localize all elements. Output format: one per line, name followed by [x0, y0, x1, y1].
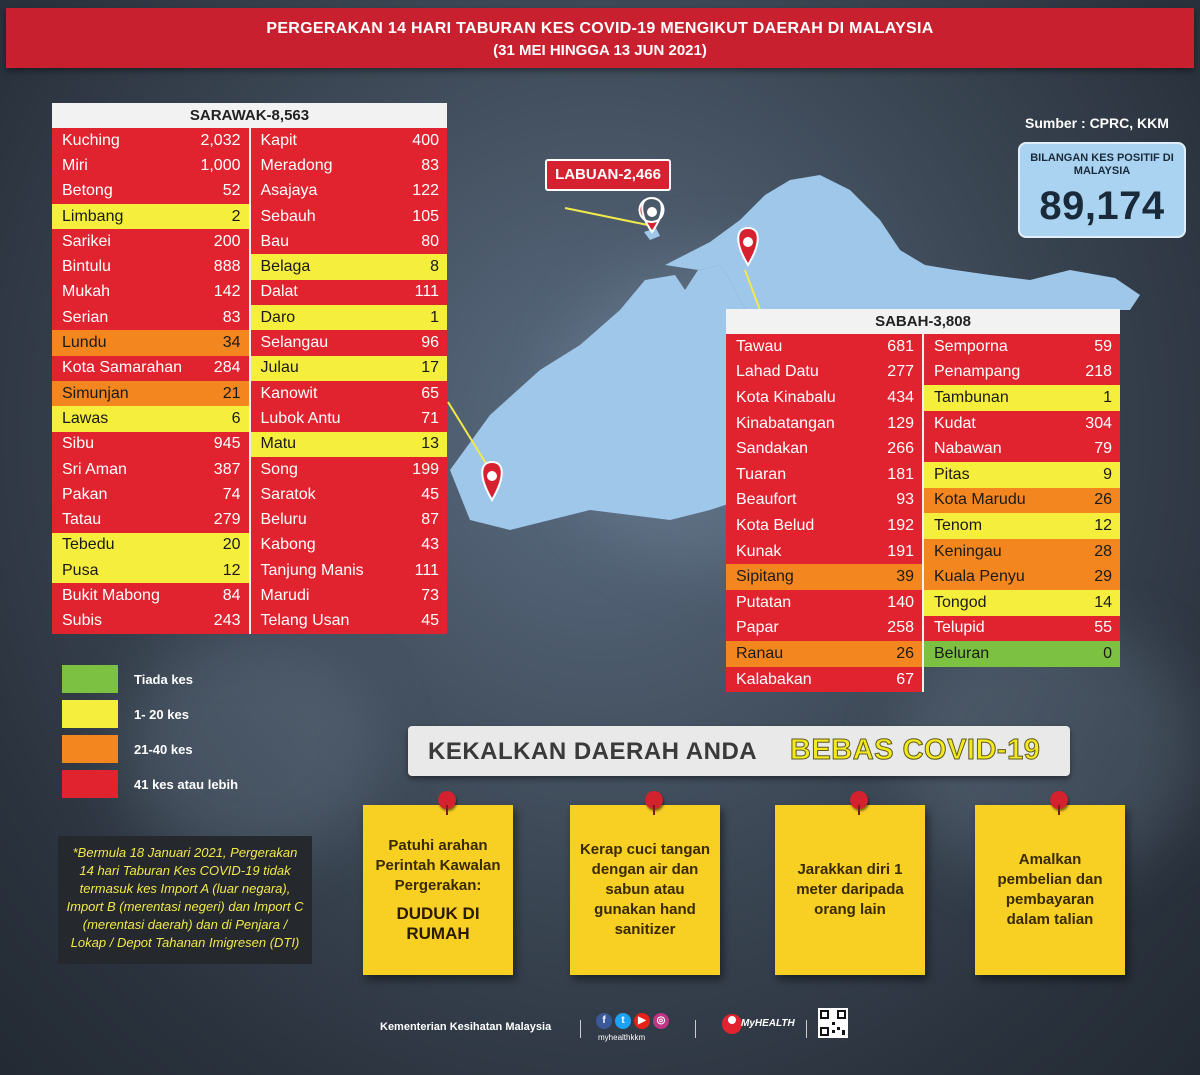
- district-name: Sipitang: [736, 568, 794, 586]
- district-row: [924, 513, 1120, 539]
- district-row: [52, 609, 249, 634]
- district-name: Asajaya: [260, 182, 318, 200]
- divider: [806, 1020, 807, 1038]
- divider: [695, 1020, 696, 1038]
- district-cases: 83: [421, 156, 439, 174]
- district-row: [251, 128, 448, 153]
- district-name: Meradong: [260, 156, 333, 174]
- district-row: [251, 204, 448, 229]
- district-cases: 304: [1085, 414, 1112, 432]
- district-name: Nabawan: [934, 440, 1002, 458]
- district-row: [52, 153, 249, 178]
- pushpin-icon: [850, 791, 868, 809]
- total-cases-label: BILANGAN KES POSITIF DI MALAYSIA: [1030, 152, 1174, 177]
- district-row: [726, 539, 922, 565]
- pushpin-icon: [645, 791, 663, 809]
- district-cases: 29: [1094, 568, 1112, 586]
- district-row: [251, 179, 448, 204]
- legend-label: 41 kes atau lebih: [134, 777, 239, 792]
- district-row: [924, 616, 1120, 642]
- slogan-part2: BEBAS COVID-19: [790, 734, 1041, 766]
- district-row: [52, 330, 249, 355]
- district-cases: 12: [1094, 516, 1112, 534]
- district-row: [726, 488, 922, 514]
- divider: [580, 1020, 581, 1038]
- district-row: [251, 609, 448, 634]
- district-name: Putatan: [736, 593, 792, 611]
- sarawak-title: SARAWAK-8,563: [52, 103, 447, 128]
- district-row: [726, 334, 922, 360]
- district-row: [924, 436, 1120, 462]
- total-cases-box: [1018, 142, 1186, 238]
- district-row: [251, 356, 448, 381]
- district-cases: 284: [213, 359, 241, 377]
- district-cases: 43: [421, 536, 439, 554]
- district-cases: 14: [1094, 593, 1112, 611]
- district-row: [52, 229, 249, 254]
- district-row: [52, 558, 249, 583]
- district-row: [924, 641, 1120, 667]
- district-row: [924, 462, 1120, 488]
- sarawak-panel: [52, 103, 447, 634]
- advice-card-online-payment: [975, 805, 1125, 975]
- district-row: [251, 432, 448, 457]
- district-name: Tenom: [934, 516, 983, 534]
- district-row: [251, 558, 448, 583]
- labuan-pin-icon: [640, 198, 664, 232]
- district-name: Subis: [62, 612, 103, 630]
- district-row: [251, 254, 448, 279]
- district-name: Lahad Datu: [736, 363, 819, 381]
- district-cases: 277: [887, 363, 914, 381]
- district-row: [52, 381, 249, 406]
- district-row: [924, 564, 1120, 590]
- district-row: [924, 539, 1120, 565]
- district-name: Kuala Penyu: [934, 568, 1025, 586]
- district-name: Lawas: [62, 409, 109, 427]
- district-row: [52, 406, 249, 431]
- legend-item: [62, 665, 322, 695]
- district-cases: 73: [421, 586, 439, 604]
- district-name: Belaga: [260, 258, 311, 276]
- district-name: Tambunan: [934, 388, 1009, 406]
- district-cases: 199: [412, 460, 439, 478]
- district-cases: 45: [421, 485, 439, 503]
- district-cases: 122: [412, 182, 439, 200]
- district-row: [726, 513, 922, 539]
- instagram-icon[interactable]: ◎: [653, 1013, 669, 1029]
- district-cases: 59: [1094, 337, 1112, 355]
- social-icons: [596, 1013, 669, 1029]
- district-name: Kota Belud: [736, 516, 815, 534]
- district-name: Kalabakan: [736, 670, 812, 688]
- district-cases: 20: [222, 536, 241, 554]
- district-name: Marudi: [260, 586, 310, 604]
- card-text: Amalkan pembelian dan pembayaran dalam talian: [997, 851, 1103, 928]
- district-cases: 111: [414, 283, 439, 301]
- legend-swatch-red: [62, 770, 118, 798]
- legend-item: [62, 700, 322, 730]
- district-name: Sibu: [62, 435, 95, 453]
- myhealth-logo-text: MyHEALTH: [741, 1018, 795, 1029]
- district-cases: 65: [421, 384, 439, 402]
- district-name: Mukah: [62, 283, 111, 301]
- district-row: [726, 590, 922, 616]
- district-name: Bukit Mabong: [62, 586, 160, 604]
- district-name: Tongod: [934, 593, 987, 611]
- district-name: Kota Marudu: [934, 491, 1026, 509]
- district-name: Beaufort: [736, 491, 797, 509]
- district-row: [52, 254, 249, 279]
- legend-label: Tiada kes: [134, 672, 194, 687]
- district-cases: 888: [213, 258, 241, 276]
- district-row: [251, 507, 448, 532]
- sarawak-left-column: [52, 128, 251, 634]
- total-cases-value: 89,174: [1039, 184, 1165, 228]
- card-text: Patuhi arahan Perintah Kawalan Pergerakan:: [375, 837, 501, 894]
- card-text: Jarakkan diri 1 meter daripada orang lain: [796, 861, 904, 918]
- district-row: [52, 305, 249, 330]
- district-row: [924, 334, 1120, 360]
- district-name: Tawau: [736, 337, 783, 355]
- district-row: [251, 153, 448, 178]
- sarawak-right-column: [251, 128, 448, 634]
- district-row: [726, 616, 922, 642]
- legend-label: 1- 20 kes: [134, 707, 189, 722]
- district-cases: 945: [213, 435, 241, 453]
- district-row: [251, 406, 448, 431]
- district-row: [924, 488, 1120, 514]
- district-row: [52, 356, 249, 381]
- district-cases: 45: [421, 612, 439, 630]
- district-row: [52, 280, 249, 305]
- district-cases: 218: [1085, 363, 1112, 381]
- ministry-name: Kementerian Kesihatan Malaysia: [380, 1021, 552, 1033]
- district-row: [251, 229, 448, 254]
- district-name: Dalat: [260, 283, 298, 301]
- district-name: Song: [260, 460, 298, 478]
- district-name: Keningau: [934, 542, 1002, 560]
- district-row: [726, 667, 922, 693]
- district-cases: 52: [222, 182, 241, 200]
- sabah-panel: [726, 309, 1120, 692]
- district-row: [726, 436, 922, 462]
- district-cases: 96: [421, 334, 439, 352]
- district-row: [52, 204, 249, 229]
- page-title: PERGERAKAN 14 HARI TABURAN KES COVID-19 MENGIKUT DAERAH DI MALAYSIA: [266, 20, 934, 37]
- sabah-title: SABAH-3,808: [726, 309, 1120, 334]
- district-name: Selangau: [260, 334, 329, 352]
- legend-item: [62, 770, 322, 800]
- district-row: [726, 564, 922, 590]
- district-cases: 142: [213, 283, 241, 301]
- district-row: [924, 411, 1120, 437]
- district-cases: 26: [1094, 491, 1112, 509]
- district-name: Kota Kinabalu: [736, 388, 836, 406]
- district-name: Betong: [62, 182, 113, 200]
- district-name: Tanjung Manis: [260, 561, 364, 579]
- district-name: Serian: [62, 308, 109, 326]
- district-row: [52, 457, 249, 482]
- legend-swatch-yellow: [62, 700, 118, 728]
- district-row: [726, 411, 922, 437]
- page-subtitle: (31 MEI HINGGA 13 JUN 2021): [493, 42, 707, 59]
- district-name: Bintulu: [62, 258, 111, 276]
- qr-code-icon: [818, 1008, 848, 1038]
- district-name: Sarikei: [62, 232, 111, 250]
- district-cases: 400: [412, 131, 439, 149]
- district-name: Sandakan: [736, 440, 809, 458]
- district-cases: 17: [421, 359, 439, 377]
- district-cases: 13: [421, 435, 439, 453]
- pushpin-icon: [1050, 791, 1068, 809]
- header-banner: [6, 8, 1194, 68]
- district-cases: 87: [421, 511, 439, 529]
- district-name: Pakan: [62, 485, 108, 503]
- district-name: Telupid: [934, 619, 985, 637]
- district-cases: 83: [222, 308, 241, 326]
- district-row: [924, 590, 1120, 616]
- district-cases: 21: [222, 384, 241, 402]
- district-cases: 80: [421, 232, 439, 250]
- district-cases: 266: [887, 440, 914, 458]
- district-cases: 192: [887, 516, 914, 534]
- district-name: Kinabatangan: [736, 414, 835, 432]
- district-row: [924, 360, 1120, 386]
- district-row: [52, 179, 249, 204]
- district-name: Bau: [260, 232, 289, 250]
- district-cases: 129: [887, 414, 914, 432]
- district-row: [726, 641, 922, 667]
- district-cases: 387: [213, 460, 241, 478]
- footnote: *Bermula 18 Januari 2021, Pergerakan 14 hari Taburan Kes COVID-19 tidak termasuk kes Import A (luar negara), Import B (merentasi negeri) dan Import C (merentasi daerah) dan di Penjara / Lokap / Depot Tahanan Imigresen (DTI): [58, 836, 312, 964]
- district-name: Lundu: [62, 334, 107, 352]
- district-name: Semporna: [934, 337, 1008, 355]
- district-row: [52, 482, 249, 507]
- district-cases: 93: [896, 491, 914, 509]
- district-name: Telang Usan: [260, 612, 350, 630]
- district-name: Miri: [62, 156, 88, 174]
- district-name: Kudat: [934, 414, 976, 432]
- district-row: [251, 381, 448, 406]
- district-name: Kota Samarahan: [62, 359, 183, 377]
- district-cases: 243: [213, 612, 241, 630]
- district-cases: 12: [222, 561, 241, 579]
- district-row: [924, 385, 1120, 411]
- district-row: [251, 305, 448, 330]
- labuan-label: LABUAN-2,466: [545, 159, 671, 191]
- district-cases: 74: [222, 485, 241, 503]
- district-name: Tuaran: [736, 465, 787, 483]
- district-name: Kunak: [736, 542, 782, 560]
- district-cases: 258: [887, 619, 914, 637]
- district-name: Lubok Antu: [260, 409, 341, 427]
- district-name: Kuching: [62, 131, 120, 149]
- district-row: [251, 533, 448, 558]
- district-cases: 84: [222, 586, 241, 604]
- district-name: Tatau: [62, 511, 102, 529]
- district-cases: 67: [896, 670, 914, 688]
- district-row: [251, 583, 448, 608]
- district-cases: 2: [231, 207, 241, 225]
- district-cases: 1: [430, 308, 439, 326]
- district-name: Beluran: [934, 644, 990, 662]
- district-row: [726, 385, 922, 411]
- legend-item: [62, 735, 322, 765]
- district-cases: 111: [414, 561, 439, 579]
- district-name: Papar: [736, 619, 779, 637]
- district-cases: 71: [421, 409, 439, 427]
- slogan-part1: KEKALKAN DAERAH ANDA: [428, 738, 758, 765]
- district-name: Ranau: [736, 644, 784, 662]
- twitter-icon[interactable]: t: [615, 1013, 631, 1029]
- district-name: Pusa: [62, 561, 99, 579]
- sabah-left-column: [726, 334, 924, 692]
- legend-swatch-orange: [62, 735, 118, 763]
- district-name: Beluru: [260, 511, 307, 529]
- district-name: Julau: [260, 359, 299, 377]
- pushpin-icon: [438, 791, 456, 809]
- district-cases: 39: [896, 568, 914, 586]
- district-cases: 1: [1103, 388, 1112, 406]
- district-name: Kabong: [260, 536, 316, 554]
- district-name: Simunjan: [62, 384, 129, 402]
- district-row: [52, 507, 249, 532]
- district-cases: 79: [1094, 440, 1112, 458]
- advice-card-distance: [775, 805, 925, 975]
- district-cases: 34: [222, 334, 241, 352]
- district-name: Daro: [260, 308, 296, 326]
- district-row: [251, 482, 448, 507]
- social-handle[interactable]: myhealthkkm: [598, 1033, 646, 1042]
- district-cases: 200: [213, 232, 241, 250]
- district-row: [52, 432, 249, 457]
- source-text: Sumber : CPRC, KKM: [1025, 115, 1169, 131]
- youtube-icon[interactable]: ▶: [634, 1013, 650, 1029]
- district-row: [251, 280, 448, 305]
- district-name: Sri Aman: [62, 460, 127, 478]
- legend-swatch-green: [62, 665, 118, 693]
- district-cases: 55: [1094, 619, 1112, 637]
- district-cases: 2,032: [200, 131, 241, 149]
- legend-label: 21-40 kes: [134, 742, 193, 757]
- district-name: Matu: [260, 435, 297, 453]
- card-text: Kerap cuci tangan dengan air dan sabun atau gunakan hand sanitizer: [579, 841, 711, 938]
- district-row: [251, 457, 448, 482]
- district-name: Sebauh: [260, 207, 316, 225]
- district-cases: 681: [887, 337, 914, 355]
- district-name: Saratok: [260, 485, 316, 503]
- district-cases: 434: [887, 388, 914, 406]
- district-name: Kapit: [260, 131, 297, 149]
- district-name: Kanowit: [260, 384, 318, 402]
- advice-card-stay-home: [363, 805, 513, 975]
- district-cases: 1,000: [200, 156, 241, 174]
- district-row: [726, 360, 922, 386]
- card-emphasis: DUDUK DI RUMAH: [396, 904, 480, 943]
- district-cases: 105: [412, 207, 439, 225]
- district-cases: 9: [1103, 465, 1112, 483]
- district-row: [52, 583, 249, 608]
- sabah-right-column: [924, 334, 1120, 692]
- district-cases: 8: [430, 258, 439, 276]
- district-cases: 26: [896, 644, 914, 662]
- district-name: Tebedu: [62, 536, 115, 554]
- slogan-banner: [408, 726, 1070, 776]
- district-row: [251, 330, 448, 355]
- district-cases: 279: [213, 511, 241, 529]
- facebook-icon[interactable]: f: [596, 1013, 612, 1029]
- district-row: [52, 128, 249, 153]
- district-cases: 0: [1103, 644, 1112, 662]
- district-name: Pitas: [934, 465, 970, 483]
- district-cases: 181: [887, 465, 914, 483]
- district-cases: 6: [231, 409, 241, 427]
- advice-card-wash-hands: [570, 805, 720, 975]
- district-cases: 28: [1094, 542, 1112, 560]
- district-cases: 140: [887, 593, 914, 611]
- district-row: [726, 462, 922, 488]
- district-name: Limbang: [62, 207, 124, 225]
- district-row: [52, 533, 249, 558]
- district-cases: 191: [887, 542, 914, 560]
- district-name: Penampang: [934, 363, 1021, 381]
